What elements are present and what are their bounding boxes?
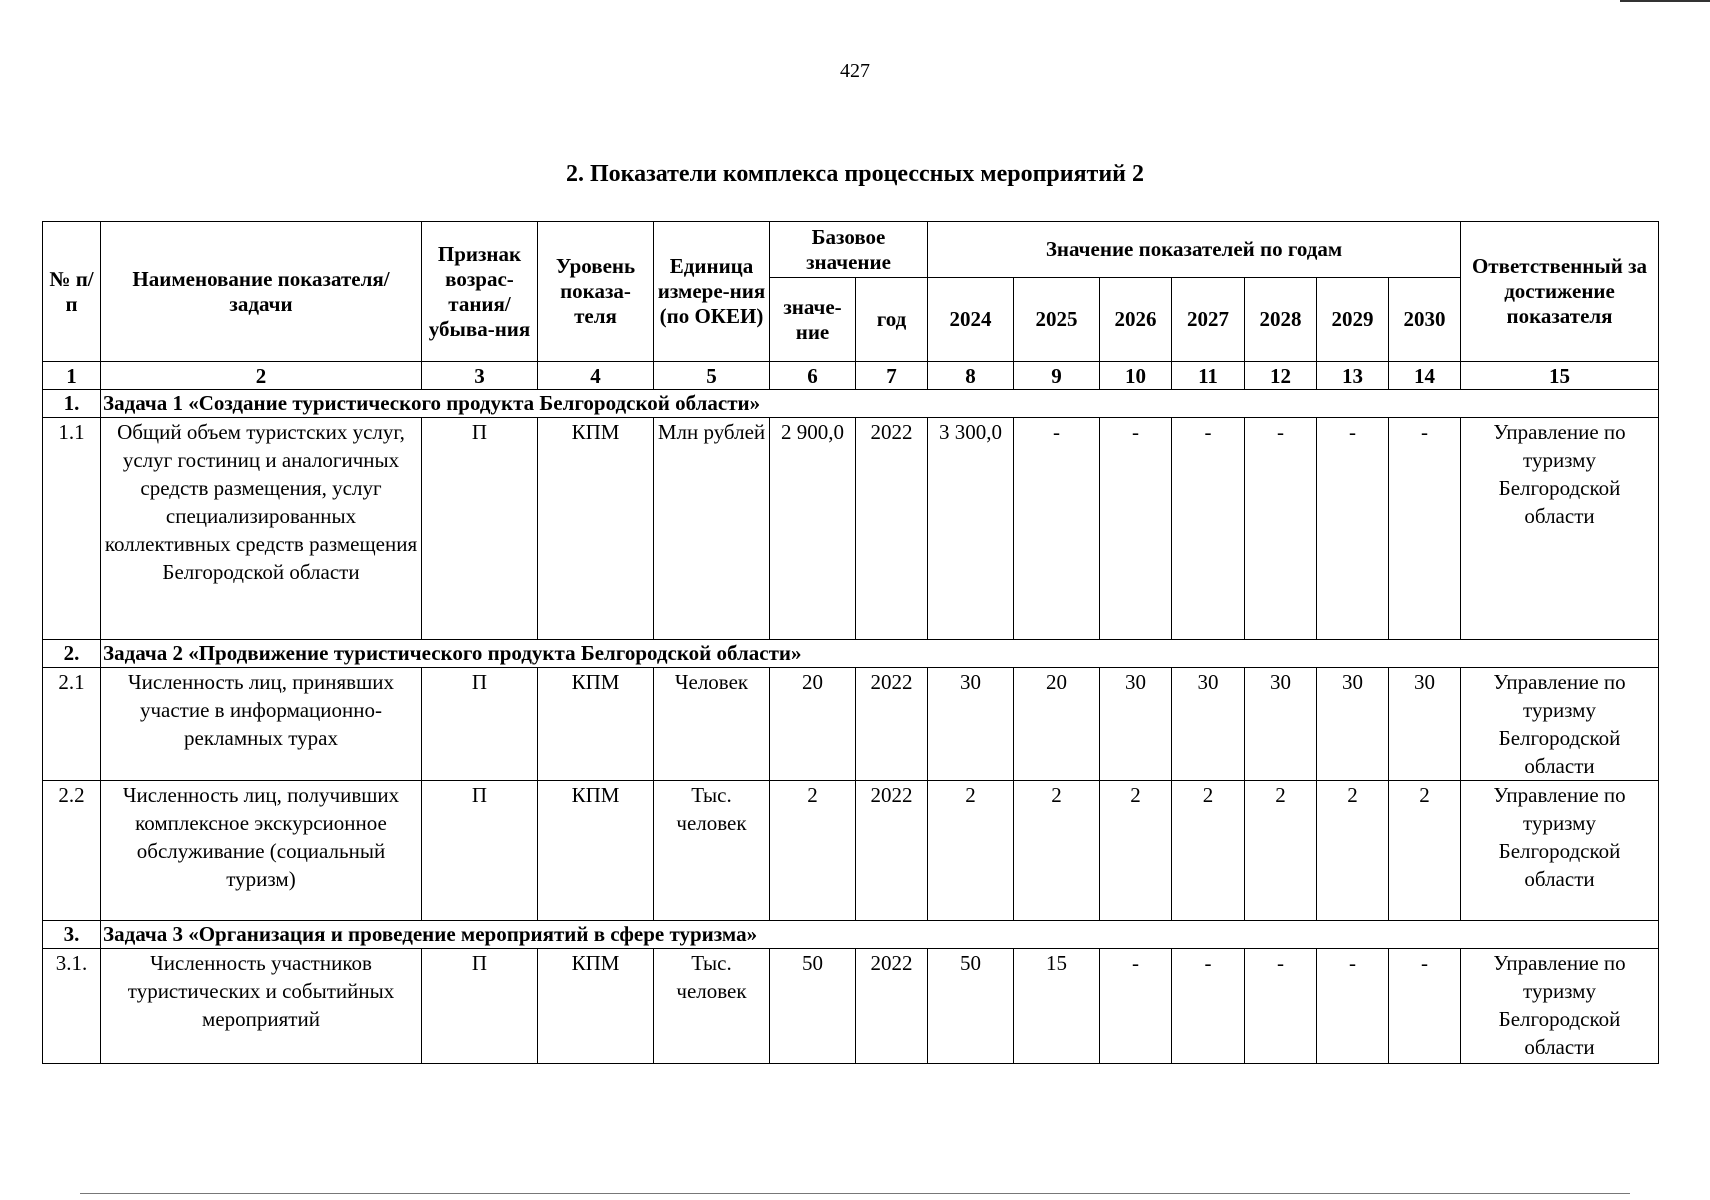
header-trend: Признак возрас-тания/ убыва-ния [422,222,538,362]
base-value: 2 900,0 [770,418,856,640]
trend-sign: П [422,668,538,781]
indicator-level: КПМ [538,781,654,921]
column-number: 10 [1100,362,1172,390]
column-number: 6 [770,362,856,390]
value-2029: 30 [1317,668,1389,781]
value-2028: - [1245,418,1317,640]
value-2029: - [1317,418,1389,640]
value-2029: 2 [1317,781,1389,921]
task-number: 3. [43,921,101,949]
value-2028: - [1245,949,1317,1064]
column-number: 3 [422,362,538,390]
row-number: 2.1 [43,668,101,781]
page-number: 427 [840,60,870,82]
base-year: 2022 [856,418,928,640]
value-2025: 15 [1014,949,1100,1064]
unit: Тыс. человек [654,949,770,1064]
document-title: 2. Показатели комплекса процессных мероприятий 2 [565,161,1144,187]
responsible: Управление по туризму Белгородской области [1461,668,1659,781]
column-number: 11 [1172,362,1245,390]
column-number: 15 [1461,362,1659,390]
trend-sign: П [422,949,538,1064]
value-2027: - [1172,418,1245,640]
base-value: 20 [770,668,856,781]
header-year-2027: 2027 [1172,278,1245,362]
task-title: Задача 1 «Создание туристического продукта Белгородской области» [101,390,1659,418]
column-number: 2 [101,362,422,390]
indicator-level: КПМ [538,949,654,1064]
value-2028: 2 [1245,781,1317,921]
task-number: 1. [43,390,101,418]
row-number: 3.1. [43,949,101,1064]
trend-sign: П [422,418,538,640]
task-number: 2. [43,640,101,668]
value-2024: 50 [928,949,1014,1064]
header-base-value: значе-ние [770,278,856,362]
value-2026: 2 [1100,781,1172,921]
base-year: 2022 [856,949,928,1064]
value-2025: - [1014,418,1100,640]
column-number: 5 [654,362,770,390]
responsible: Управление по туризму Белгородской области [1461,949,1659,1064]
value-2027: 30 [1172,668,1245,781]
value-2027: - [1172,949,1245,1064]
task-row-1 [43,390,1659,418]
indicator-name: Численность участников туристических и событийных мероприятий [101,949,422,1064]
header-num: № п/п [43,222,101,362]
table-row [43,781,1659,921]
header-unit: Единица измере-ния (по ОКЕИ) [654,222,770,362]
column-number-row [43,362,1659,390]
unit: Человек [654,668,770,781]
value-2030: - [1389,418,1461,640]
task-row-2 [43,640,1659,668]
table-row [43,668,1659,781]
value-2024: 2 [928,781,1014,921]
indicator-name: Общий объем туристских услуг, услуг гостиниц и аналогичных средств размещения, услуг специализированных коллективных средств размещения Белгородской области [101,418,422,640]
header-year-2026: 2026 [1100,278,1172,362]
column-number: 14 [1389,362,1461,390]
header-base: Базовое значение [770,222,928,278]
header-year-2025: 2025 [1014,278,1100,362]
row-number: 2.2 [43,781,101,921]
column-number: 12 [1245,362,1317,390]
header-year-2028: 2028 [1245,278,1317,362]
task-title: Задача 3 «Организация и проведение мероприятий в сфере туризма» [101,921,1659,949]
column-number: 9 [1014,362,1100,390]
value-2026: - [1100,418,1172,640]
base-year: 2022 [856,668,928,781]
value-2028: 30 [1245,668,1317,781]
indicator-level: КПМ [538,418,654,640]
column-number: 1 [43,362,101,390]
base-value: 2 [770,781,856,921]
table-row [43,949,1659,1064]
value-2026: - [1100,949,1172,1064]
value-2026: 30 [1100,668,1172,781]
indicators-table [42,221,1659,1064]
header-responsible: Ответственный за достижение показателя [1461,222,1659,362]
header-year-2030: 2030 [1389,278,1461,362]
base-year: 2022 [856,781,928,921]
column-number: 4 [538,362,654,390]
column-number: 8 [928,362,1014,390]
column-number: 13 [1317,362,1389,390]
row-number: 1.1 [43,418,101,640]
value-2030: - [1389,949,1461,1064]
responsible: Управление по туризму Белгородской области [1461,781,1659,921]
header-years-group: Значение показателей по годам [928,222,1461,278]
indicator-name: Численность лиц, получивших комплексное экскурсионное обслуживание (социальный туризм) [101,781,422,921]
value-2027: 2 [1172,781,1245,921]
header-base-year: год [856,278,928,362]
header-year-2024: 2024 [928,278,1014,362]
bottom-edge-rule [80,1193,1630,1194]
value-2029: - [1317,949,1389,1064]
value-2025: 2 [1014,781,1100,921]
indicator-level: КПМ [538,668,654,781]
trend-sign: П [422,781,538,921]
value-2024: 30 [928,668,1014,781]
value-2024: 3 300,0 [928,418,1014,640]
header-year-2029: 2029 [1317,278,1389,362]
responsible: Управление по туризму Белгородской области [1461,418,1659,640]
unit: Млн рублей [654,418,770,640]
header-level: Уровень показа-теля [538,222,654,362]
task-title: Задача 2 «Продвижение туристического продукта Белгородской области» [101,640,1659,668]
indicator-name: Численность лиц, принявших участие в информационно-рекламных турах [101,668,422,781]
value-2025: 20 [1014,668,1100,781]
column-number: 7 [856,362,928,390]
table-row [43,418,1659,640]
header-row-1 [43,222,1659,278]
value-2030: 30 [1389,668,1461,781]
task-row-3 [43,921,1659,949]
unit: Тыс. человек [654,781,770,921]
top-edge-rule [1620,0,1710,2]
base-value: 50 [770,949,856,1064]
header-name: Наименование показателя/задачи [101,222,422,362]
value-2030: 2 [1389,781,1461,921]
